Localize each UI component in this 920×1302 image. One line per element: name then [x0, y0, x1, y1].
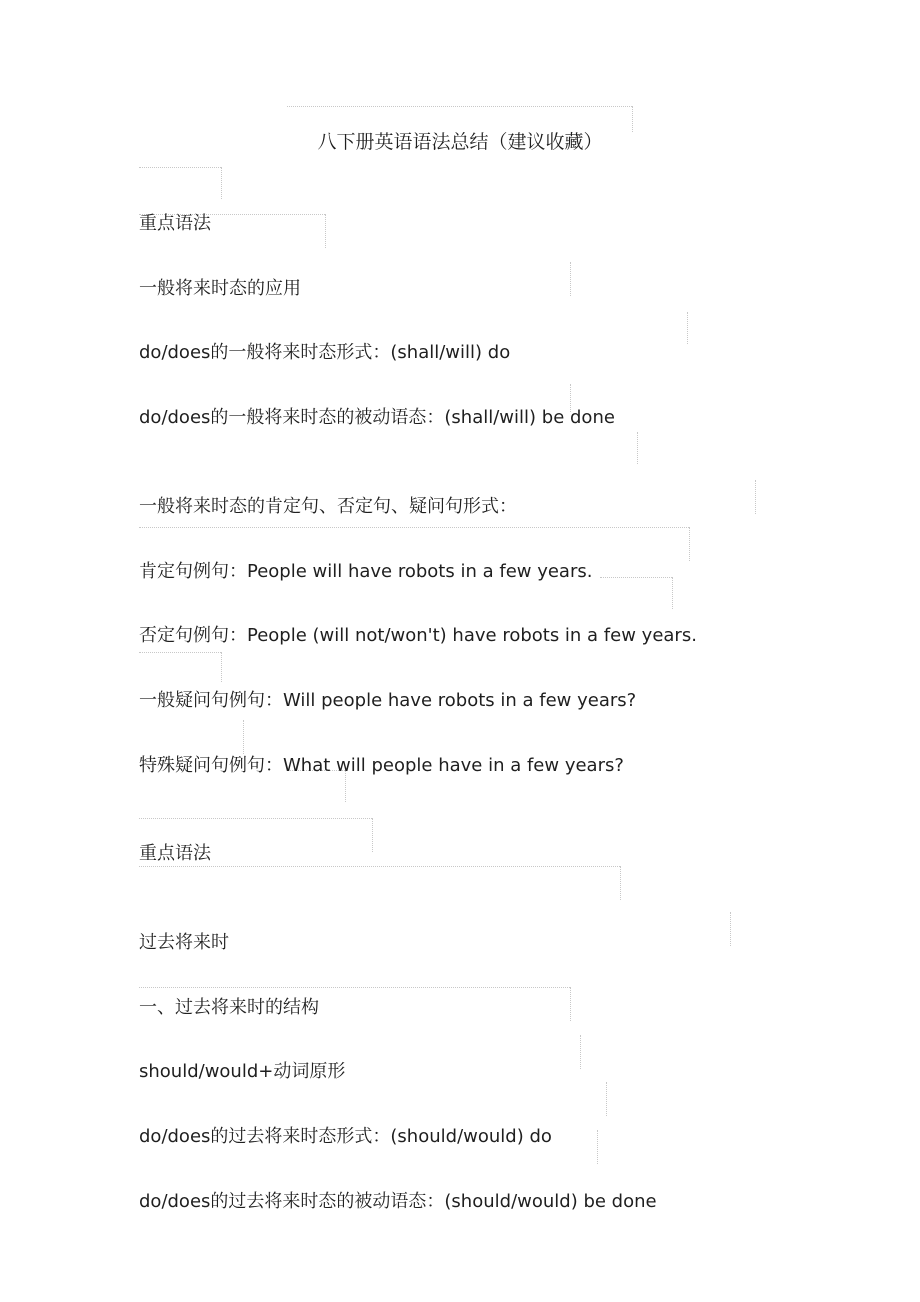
section-subheading: 过去将来时	[139, 932, 229, 953]
example-text: People will have robots in a few years.	[247, 561, 593, 582]
verb-label: do/does	[139, 342, 211, 363]
guide-line	[637, 432, 638, 464]
guide-line	[287, 106, 632, 107]
form-description: 的一般将来时态的被动语态：	[210, 407, 445, 428]
example-text: What will people have in a few years?	[283, 755, 624, 776]
guide-line	[325, 214, 326, 248]
structure-formula	[139, 1059, 345, 1085]
guide-line	[221, 167, 222, 199]
example-yes-no-question	[139, 688, 636, 714]
past-future-active-form	[139, 1124, 552, 1150]
guide-line	[243, 720, 244, 754]
guide-line	[221, 652, 222, 682]
verb-label: do/does	[139, 1126, 211, 1147]
guide-line	[600, 577, 672, 578]
guide-line	[139, 866, 620, 867]
form-value: (should/would) do	[390, 1126, 552, 1147]
guide-line	[139, 818, 372, 819]
form-description: 的一般将来时态形式：	[210, 342, 391, 363]
guide-line	[730, 912, 731, 946]
guide-line	[139, 167, 221, 168]
section-subheading: 一般将来时态的应用	[139, 278, 301, 299]
formula-description: 动词原形	[273, 1061, 346, 1082]
section-heading: 重点语法	[139, 213, 211, 234]
past-future-passive-form	[139, 1189, 657, 1215]
example-label: 否定句例句：	[139, 625, 247, 646]
example-label: 肯定句例句：	[139, 561, 247, 582]
form-description: 的过去将来时态形式：	[210, 1126, 391, 1147]
example-label: 特殊疑问句例句：	[139, 755, 283, 776]
formula-text: should/would+	[139, 1061, 274, 1082]
future-active-form	[139, 340, 510, 366]
guide-line	[580, 1035, 581, 1069]
guide-line	[372, 818, 373, 852]
guide-line	[672, 577, 673, 609]
guide-line	[139, 652, 221, 653]
document-title: 八下册英语语法总结（建议收藏）	[317, 131, 603, 153]
form-value: (should/would) be done	[444, 1191, 657, 1212]
guide-line	[597, 1130, 598, 1164]
example-label: 一般疑问句例句：	[139, 690, 283, 711]
guide-line	[570, 987, 571, 1021]
form-description: 的过去将来时态的被动语态：	[210, 1191, 445, 1212]
verb-label: do/does	[139, 407, 211, 428]
forms-heading: 一般将来时态的肯定句、否定句、疑问句形式：	[139, 496, 517, 517]
guide-line	[687, 312, 688, 344]
form-value: (shall/will) do	[390, 342, 511, 363]
guide-line	[139, 987, 570, 988]
verb-label: do/does	[139, 1191, 211, 1212]
guide-line	[139, 527, 689, 528]
guide-line	[755, 480, 756, 514]
example-wh-question	[139, 753, 624, 779]
guide-line	[606, 1082, 607, 1116]
guide-line	[570, 262, 571, 296]
form-value: (shall/will) be done	[444, 407, 615, 428]
example-text: Will people have robots in a few years?	[283, 690, 637, 711]
future-passive-form	[139, 405, 615, 431]
section-heading: 重点语法	[139, 843, 211, 864]
guide-line	[620, 866, 621, 900]
guide-line	[689, 527, 690, 561]
structure-heading: 一、过去将来时的结构	[139, 997, 319, 1018]
example-negative	[139, 623, 697, 649]
example-text: People (will not/won't) have robots in a few years.	[247, 625, 697, 646]
example-affirmative	[139, 559, 592, 585]
